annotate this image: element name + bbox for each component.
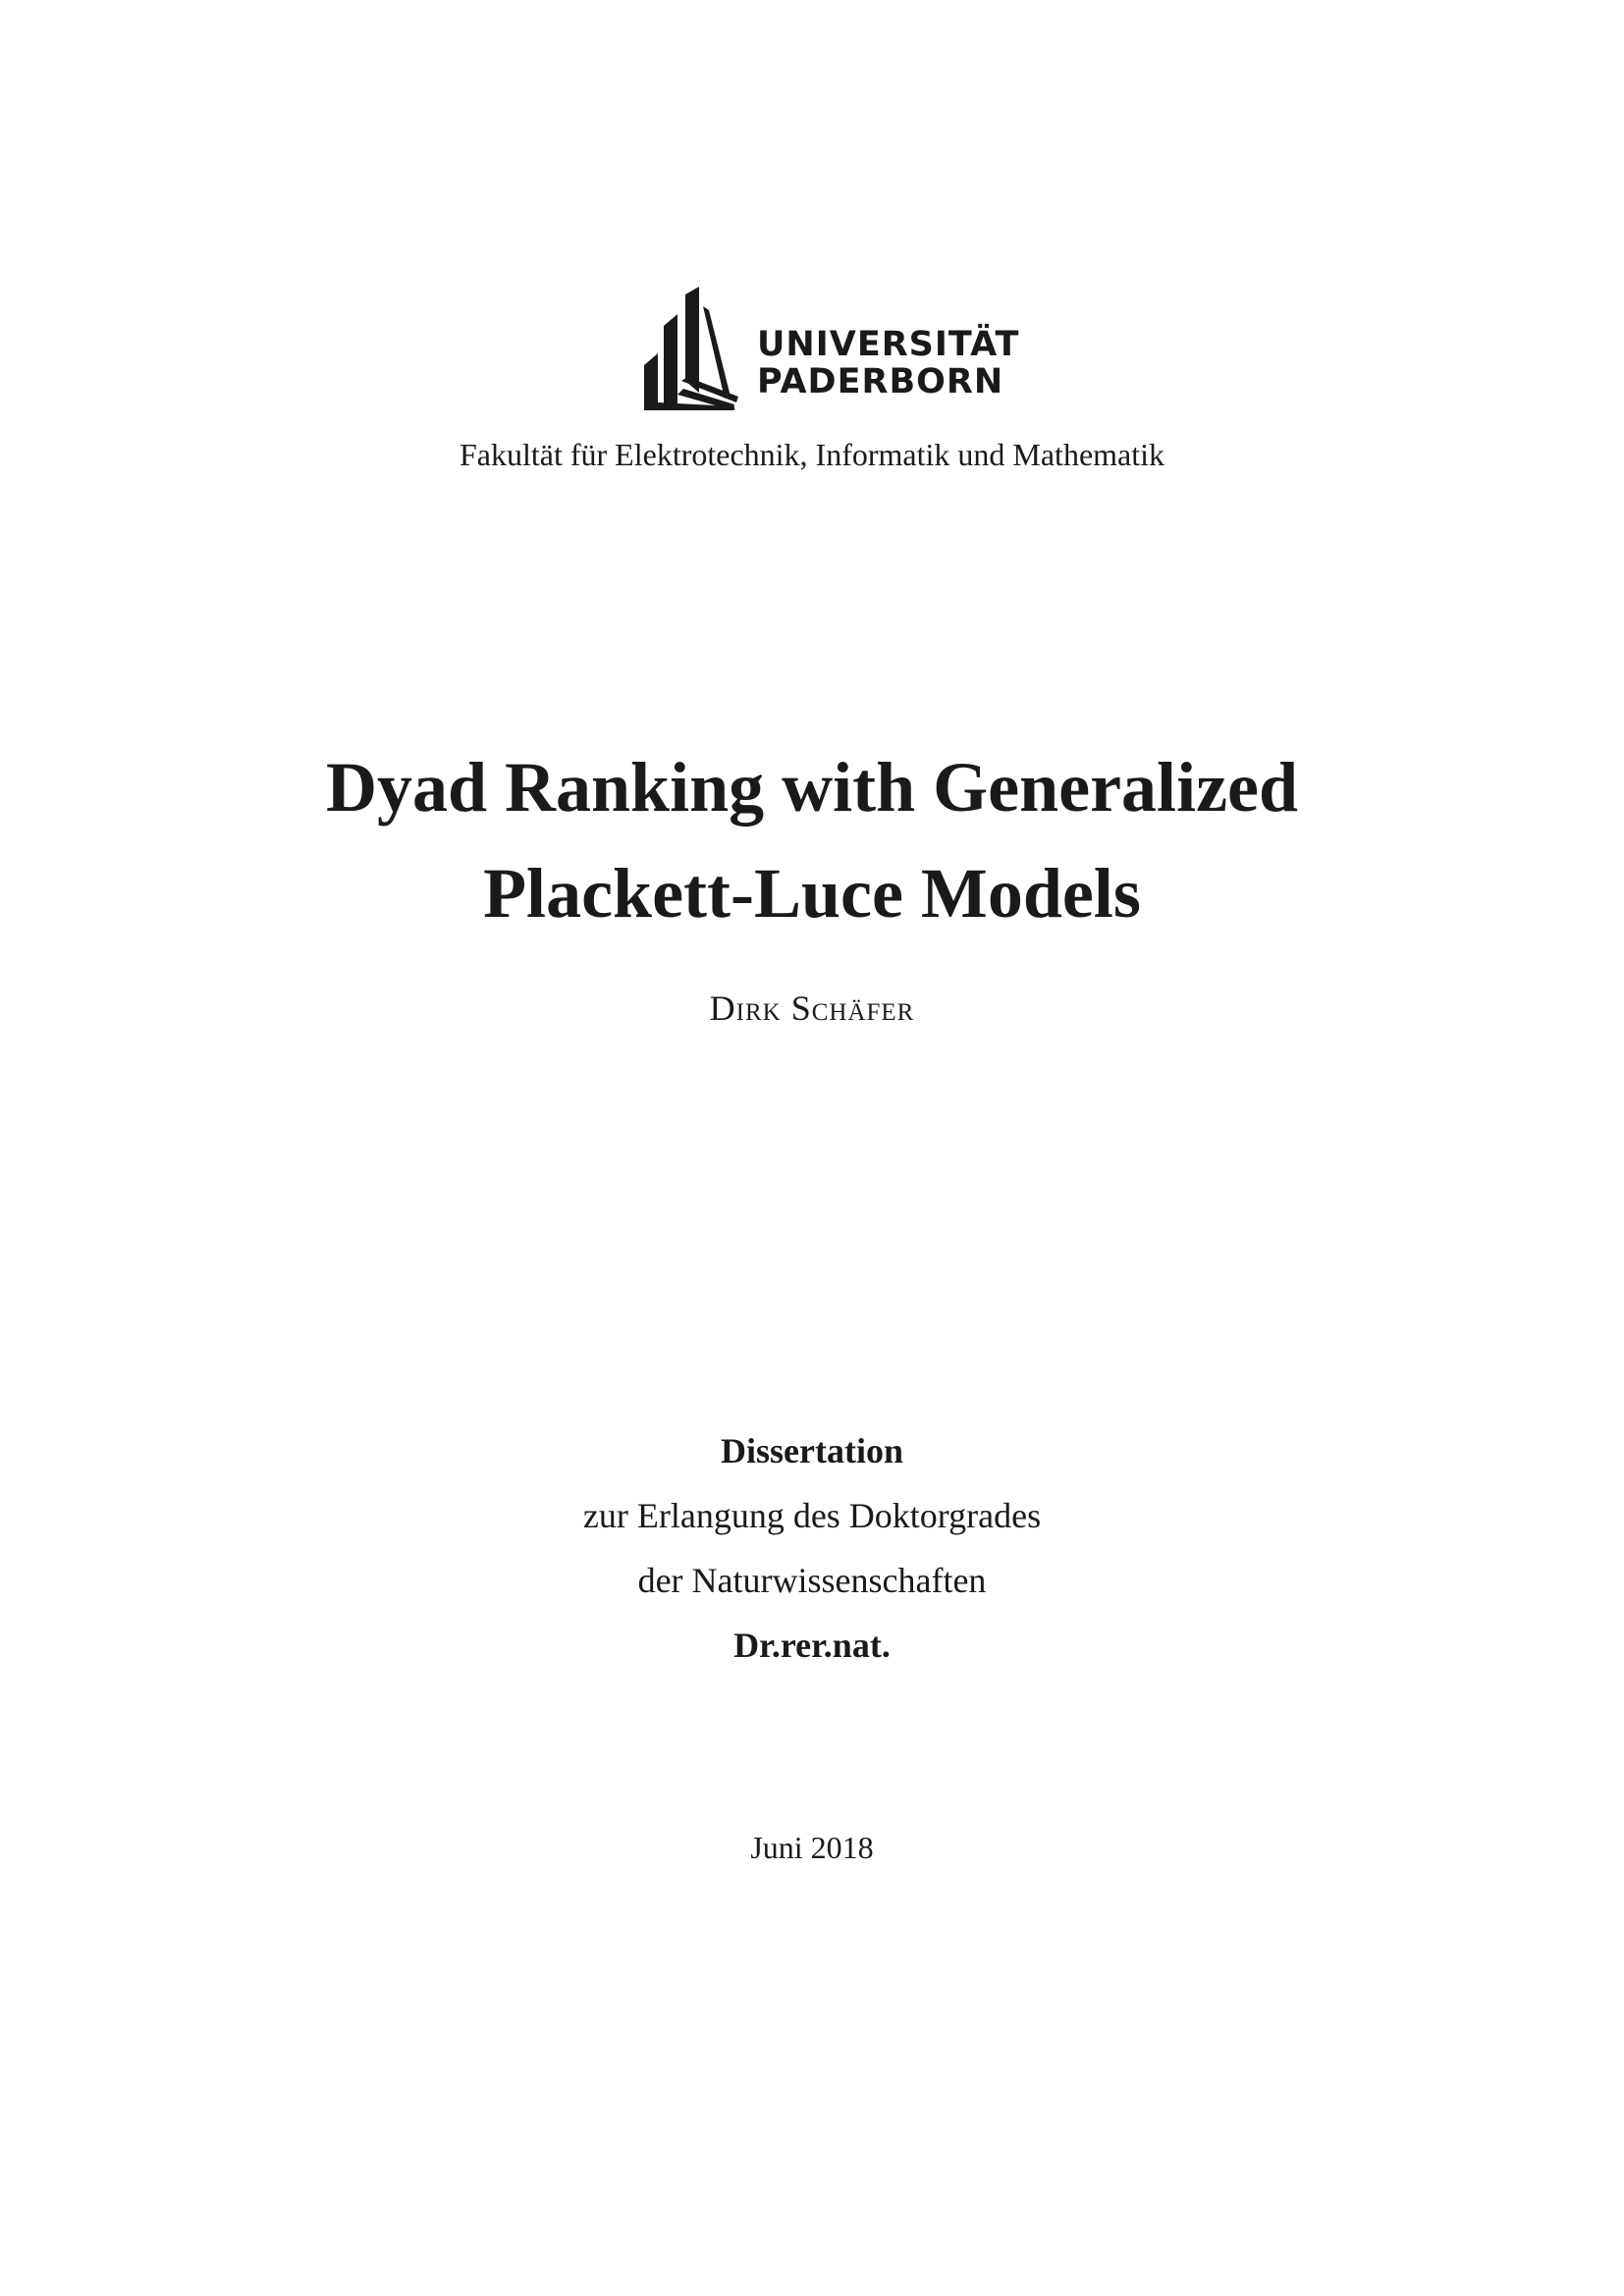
thesis-purpose-line2: der Naturwissenschaften [637, 1561, 987, 1600]
university-name-line2: PADERBORN [757, 362, 1004, 401]
university-name-line1: UNIVERSITÄT [757, 325, 1020, 364]
submission-date: Juni 2018 [750, 1830, 874, 1865]
thesis-description [0, 1418, 1624, 1678]
degree-name: Dr.rer.nat. [733, 1626, 891, 1665]
thesis-purpose-line1: zur Erlangung des Doktorgrades [582, 1496, 1042, 1535]
university-wordmark [757, 325, 1020, 401]
thesis-title [0, 734, 1624, 946]
faculty-name: Fakultät für Elektrotechnik, Informatik und Mathematik [459, 437, 1165, 472]
thesis-title-line2: Plackett-Luce Models [483, 854, 1141, 933]
author-name: Dirk Schäfer [709, 988, 915, 1028]
thesis-title-line1: Dyad Ranking with Generalized [325, 748, 1299, 827]
university-logo [644, 287, 1020, 410]
thesis-type: Dissertation [721, 1431, 903, 1470]
university-paderborn-logo-icon [644, 287, 740, 410]
